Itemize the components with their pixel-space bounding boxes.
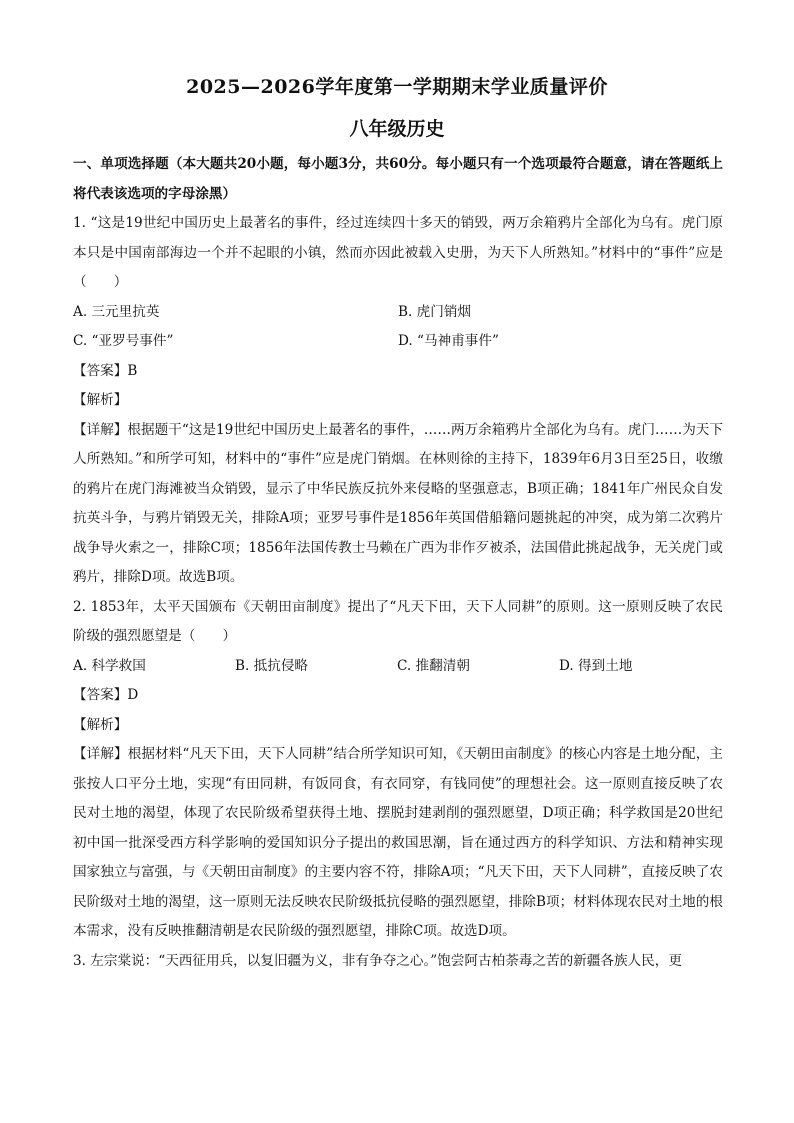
question-1-option-d: D. “马神甫事件” [398, 333, 499, 349]
question-2-options [73, 652, 723, 682]
question-1-analysis-label: 【解析】 [73, 392, 128, 408]
question-1-stem: 1. “这是19世纪中国历史上最著名的事件，经过连续四十多天的销毁，两万余箱鸦片全部化为乌有。虎门原本只是中国南部海边一个并不起眼的小镇，然而亦因此被载入史册，为天下人所熟知。”材料中的“事件”应是（ ） [73, 215, 723, 290]
question-2-option-d: D. 得到土地 [559, 657, 633, 674]
question-2-option-c: C. 推翻清朝 [397, 657, 470, 674]
question-1-detail: 【详解】根据题干“这是19世纪中国历史上最著名的事件，……两万余箱鸦片全部化为乌有。虎门……为天下人所熟知。”和所学可知，材料中的“事件”应是虎门销烟。在林则徐的主持下，1839年6月3日至25日，收缴的鸦片在虎门海滩被当众销毁，显示了中华民族反抗外来侵略的坚强意志，B项正确；1841年广州民众自发抗英斗争，与鸦片销毁无关，排除A项；亚罗号事件是1856年英国借船籍问题挑起的冲突，成为第二次鸦片战争导火索之一，排除C项；1856年法国传教士马赖在广西为非作歹被杀，法国借此挑起战争，无关虎门或鸦片，排除D项。故选B项。 [73, 421, 723, 585]
question-1-options-row-1 [73, 298, 723, 328]
question-2-stem: 2. 1853年，太平天国颁布《天朝田亩制度》提出了“凡天下田，天下人同耕”的原则。这一原则反映了农民阶级的强烈愿望是（ ） [73, 598, 723, 644]
question-2-option-b: B. 抵抗侵略 [235, 657, 309, 674]
question-1-option-b: B. 虎门销烟 [398, 303, 472, 320]
question-1-options-row-2 [73, 327, 723, 357]
question-1-answer: 【答案】B [73, 362, 138, 379]
exam-subject: 八年级历史 [349, 118, 445, 140]
section-heading: 一、单项选择题（本大题共20小题，每小题3分，共60分。每小题只有一个选项最符合题意，请在答题纸上将代表该选项的字母涂黑） [73, 156, 723, 202]
question-2-detail: 【详解】根据材料“凡天下田，天下人同耕”结合所学知识可知，《天朝田亩制度》的核心内容是土地分配，主张按人口平分土地，实现“有田同耕，有饭同食，有衣同穿，有钱同使”的理想社会。这一原则直接反映了农民对土地的渴望，体现了农民阶级希望获得土地、摆脱封建剥削的强烈愿望，D项正确；科学救国是20世纪初中国一批深受西方科学影响的爱国知识分子提出的救国思潮，旨在通过西方的科学知识、方法和精神实现国家独立与富强，与《天朝田亩制度》的主要内容不符，排除A项；“凡天下田，天下人同耕”，直接反映了农民阶级对土地的渴望，这一原则无法反映农民阶级抵抗侵略的强烈愿望，排除B项；材料体现农民对土地的根本需求，没有反映推翻清朝是农民阶级的强烈愿望，排除C项。故选D项。 [73, 746, 723, 939]
exam-title: 2025—2026学年度第一学期期末学业质量评价 [186, 76, 608, 98]
question-2-analysis-label: 【解析】 [73, 716, 128, 733]
question-1-option-c: C. “亚罗号事件” [73, 333, 174, 349]
exam-content [73, 150, 723, 976]
question-3-stem: 3. 左宗棠说：“天西征用兵，以复旧疆为义，非有争夺之心。”饱尝阿古柏荼毒之苦的新疆各族人民，更 [73, 952, 682, 969]
question-2-option-a: A. 科学救国 [73, 657, 146, 674]
question-1-option-a: A. 三元里抗英 [73, 303, 160, 320]
question-2-answer: 【答案】D [73, 687, 139, 703]
